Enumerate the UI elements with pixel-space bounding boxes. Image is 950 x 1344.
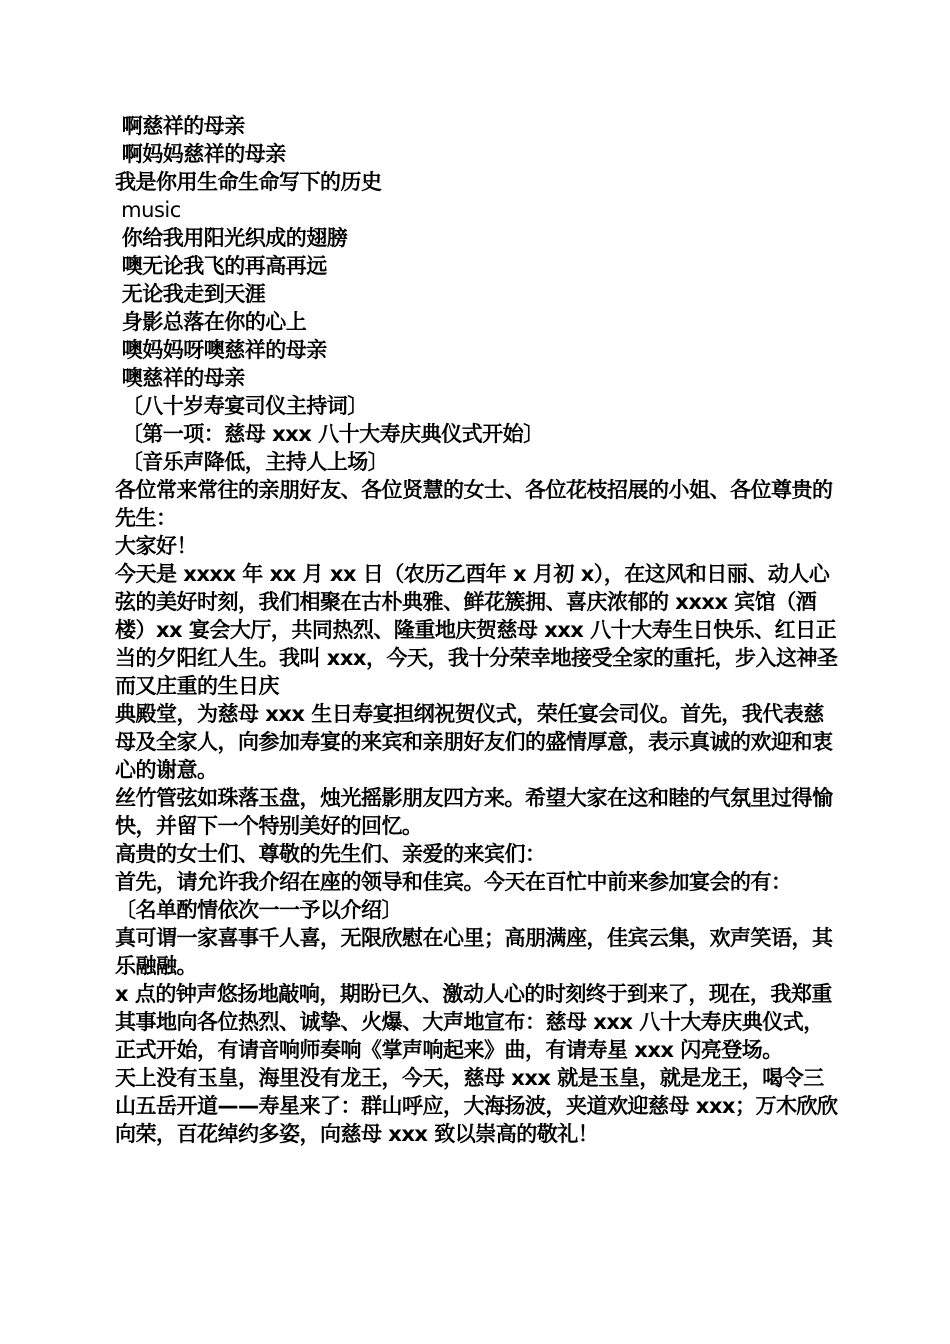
lyric-line: music (115, 198, 181, 222)
lyric-line: 无论我走到天涯 (115, 282, 266, 306)
speech-paragraph: 丝竹管弦如珠落玉盘，烛光摇影朋友四方来。希望大家在这和睦的气氛里过得愉快，并留下一个特别美好的回忆。 (115, 786, 833, 838)
speech-paragraph: 首先，请允许我介绍在座的领导和佳宾。今天在百忙中前来参加宴会的有： (115, 870, 792, 894)
section-heading: 〔第一项：慈母 xxx 八十大寿庆典仪式开始〕 (115, 422, 544, 446)
lyric-line: 啊妈妈慈祥的母亲 (115, 142, 286, 166)
speech-paragraph: 今天是 xxxx 年 xx 月 xx 日（农历乙酉年 x 月初 x），在这风和日丽、动人心弦的美好时刻，我们相聚在古朴典雅、鲜花簇拥、喜庆浓郁的 xxxx 宾馆（酒楼）xx 宴会大厅，共同热烈、隆重地庆贺慈母 xxx 八十大寿生日快乐、红日正当的夕阳红人生。我叫 xxx，今天，我十分荣幸地接受全家的重托，步入这神圣而又庄重的生日庆 (115, 562, 838, 698)
lyric-line: 噢无论我飞的再高再远 (115, 254, 327, 278)
lyric-line: 噢妈妈呀噢慈祥的母亲 (115, 338, 327, 362)
lyric-line: 啊慈祥的母亲 (115, 114, 245, 138)
speech-paragraph: 高贵的女士们、尊敬的先生们、亲爱的来宾们： (115, 842, 546, 866)
section-heading: 〔八十岁寿宴司仪主持词〕 (115, 394, 368, 418)
lyric-line: 我是你用生命生命写下的历史 (115, 170, 382, 194)
speech-paragraph: x 点的钟声悠扬地敲响，期盼已久、激动人心的时刻终于到来了，现在，我郑重其事地向各位热烈、诚挚、火爆、大声地宣布：慈母 xxx 八十大寿庆典仪式，正式开始，有请音响师奏响《掌声响起来》曲，有请寿星 xxx 闪亮登场。 (115, 982, 832, 1062)
section-heading: 〔音乐声降低，主持人上场〕 (115, 450, 389, 474)
lyric-line: 身影总落在你的心上 (115, 310, 307, 334)
speech-paragraph: 大家好！ (115, 534, 197, 558)
speech-paragraph: 各位常来常往的亲朋好友、各位贤慧的女士、各位花枝招展的小姐、各位尊贵的先生： (115, 478, 833, 530)
document-page (115, 112, 840, 1148)
speech-paragraph: 真可谓一家喜事千人喜，无限欣慰在心里；高朋满座，佳宾云集，欢声笑语，其乐融融。 (115, 926, 833, 978)
speech-paragraph: 天上没有玉皇，海里没有龙王，今天，慈母 xxx 就是玉皇，就是龙王，喝令三山五岳开道——寿星来了：群山呼应，大海扬波，夹道欢迎慈母 xxx；万木欣欣向荣，百花绰约多姿，向慈母 xxx 致以崇高的敬礼！ (115, 1066, 838, 1146)
speech-paragraph: 〔名单酌情依次一一予以介绍〕 (115, 898, 402, 922)
speech-paragraph: 典殿堂，为慈母 xxx 生日寿宴担纲祝贺仪式，荣任宴会司仪。首先，我代表慈母及全家人，向参加寿宴的来宾和亲朋好友们的盛情厚意，表示真诚的欢迎和衷心的谢意。 (115, 702, 833, 782)
lyric-line: 噢慈祥的母亲 (115, 366, 245, 390)
lyric-line: 你给我用阳光织成的翅膀 (115, 226, 348, 250)
